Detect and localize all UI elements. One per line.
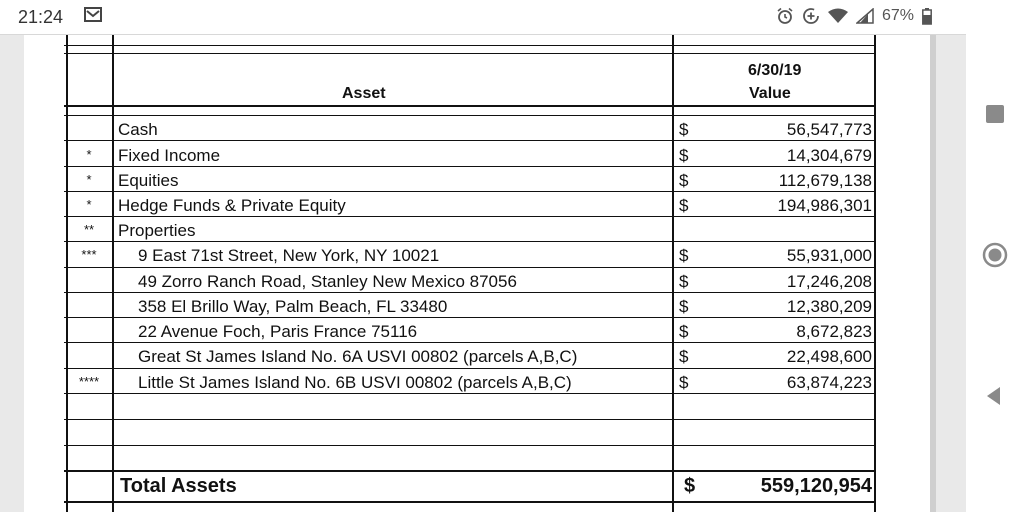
asset-value: 63,874,223 — [786, 373, 872, 392]
asset-value: 12,380,209 — [786, 297, 872, 316]
ledger-rule — [64, 445, 876, 446]
ledger-rule — [64, 501, 876, 503]
ledger-rule — [64, 267, 876, 268]
currency-symbol: $ — [679, 272, 689, 291]
asset-value: 55,931,000 — [786, 246, 872, 265]
asset-name: Hedge Funds & Private Equity — [118, 196, 346, 215]
row-mark: * — [86, 172, 92, 187]
page-edge — [930, 35, 936, 512]
recent-apps-button[interactable] — [982, 101, 1008, 127]
asset-value: 194,986,301 — [777, 196, 872, 215]
currency-symbol: $ — [679, 246, 689, 265]
ledger-rule — [64, 105, 876, 107]
signal-icon — [856, 8, 874, 24]
alarm-icon — [776, 7, 794, 25]
currency-symbol: $ — [679, 120, 689, 139]
asset-value: 112,679,138 — [778, 171, 872, 190]
back-icon — [982, 383, 1008, 409]
currency-symbol: $ — [679, 297, 689, 316]
ledger-rule — [64, 140, 876, 141]
ledger-rule — [64, 470, 876, 472]
row-mark: **** — [78, 374, 100, 389]
ledger-rule — [64, 419, 876, 420]
status-icons — [776, 7, 932, 25]
asset-name: 49 Zorro Ranch Road, Stanley New Mexico 87056 — [138, 272, 517, 291]
asset-name: Equities — [118, 171, 179, 190]
navigation-bar — [966, 0, 1024, 512]
ledger-rule — [64, 45, 876, 46]
currency-symbol: $ — [679, 347, 689, 366]
ledger-rule — [64, 191, 876, 192]
row-mark: * — [86, 147, 92, 162]
ledger-rule — [64, 115, 876, 116]
ledger-rule — [64, 342, 876, 343]
back-button[interactable] — [982, 383, 1008, 409]
currency-symbol: $ — [679, 373, 689, 392]
asset-name: Great St James Island No. 6A USVI 00802 (parcels A,B,C) — [138, 347, 578, 366]
currency-symbol: $ — [679, 322, 689, 341]
currency-symbol: $ — [679, 196, 689, 215]
total-value: 559,120,954 — [760, 475, 872, 497]
ledger-rule — [64, 292, 876, 293]
ledger-rule — [64, 216, 876, 217]
total-currency-symbol: $ — [684, 475, 696, 497]
ledger-rule — [64, 53, 876, 54]
value-column-header: Value — [749, 85, 791, 102]
row-mark: * — [86, 197, 92, 212]
asset-name: 9 East 71st Street, New York, NY 10021 — [138, 246, 440, 265]
asset-value: 14,304,679 — [786, 146, 872, 165]
data-saver-icon — [802, 7, 820, 25]
total-label: Total Assets — [120, 475, 237, 497]
date-column-header: 6/30/19 — [748, 62, 802, 79]
home-button[interactable] — [982, 242, 1008, 268]
asset-value: 8,672,823 — [796, 322, 872, 341]
document-page — [24, 35, 931, 512]
asset-name: Little St James Island No. 6B USVI 00802 (parcels A,B,C) — [138, 373, 572, 392]
asset-ledger — [24, 35, 930, 512]
notification-icon — [84, 7, 102, 22]
home-icon — [982, 242, 1008, 268]
document-viewer[interactable] — [0, 35, 966, 512]
asset-name: 358 El Brillo Way, Palm Beach, FL 33480 — [138, 297, 448, 316]
ledger-rule — [64, 241, 876, 242]
status-time: 21:24 — [18, 7, 64, 27]
asset-value: 56,547,773 — [786, 120, 872, 139]
ledger-rule — [64, 166, 876, 167]
asset-name: Fixed Income — [118, 146, 221, 165]
wifi-icon — [828, 8, 848, 24]
row-mark: *** — [81, 247, 97, 262]
ledger-rule — [64, 317, 876, 318]
asset-value: 17,246,208 — [786, 272, 872, 291]
asset-name: Properties — [118, 221, 196, 240]
ledger-rule — [64, 368, 876, 369]
battery-percent: 67% — [882, 7, 915, 24]
asset-name: 22 Avenue Foch, Paris France 75116 — [138, 322, 418, 341]
asset-column-header: Asset — [342, 85, 386, 102]
asset-value: 22,498,600 — [786, 347, 872, 366]
currency-symbol: $ — [679, 171, 689, 190]
asset-name: Cash — [118, 120, 158, 139]
recent-apps-icon — [982, 101, 1008, 127]
currency-symbol: $ — [679, 146, 689, 165]
battery-icon — [922, 8, 932, 25]
ledger-rule — [64, 393, 876, 394]
row-mark: ** — [83, 222, 95, 237]
status-bar — [0, 0, 966, 35]
